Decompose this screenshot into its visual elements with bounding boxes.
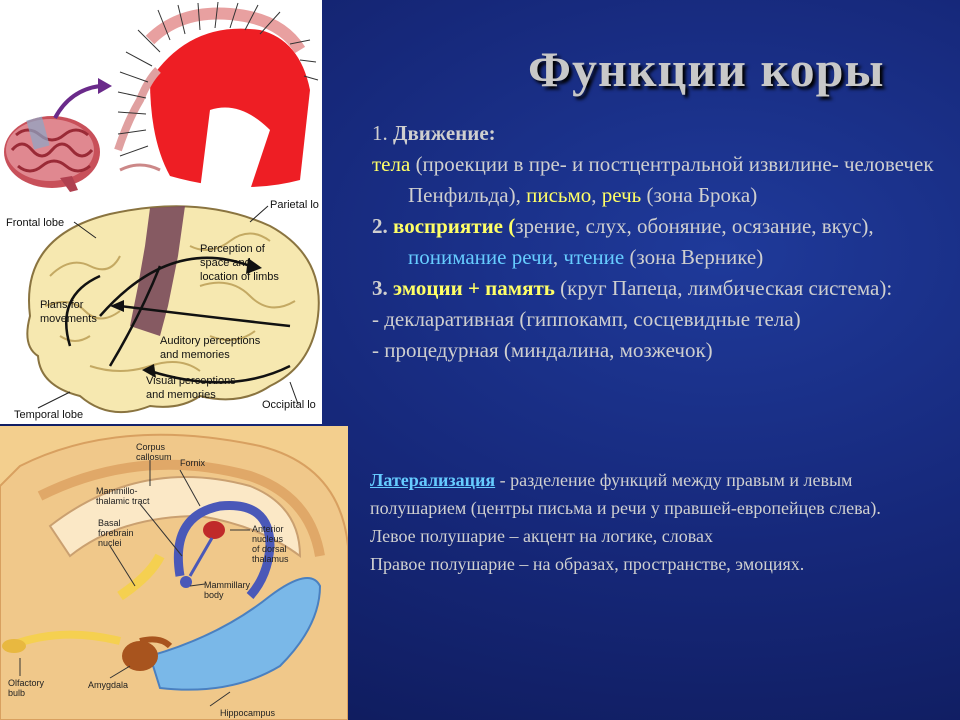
label-basal-1: Basal xyxy=(98,518,121,528)
label-olfactory-1: Olfactory xyxy=(8,678,45,688)
emotion-item xyxy=(372,273,952,304)
memory-procedural: - процедурная (миндалина, мозжечок) xyxy=(372,338,713,362)
label-temporal-lobe: Temporal lobe xyxy=(14,409,84,421)
label-olfactory-2: bulb xyxy=(8,688,26,698)
movement-text-2: (зона Брока) xyxy=(641,183,758,207)
perception-text-1: зрение, слух, обоняние, осязание, вкус), xyxy=(515,214,874,238)
movement-tela: тела xyxy=(372,152,411,176)
lateralization-block xyxy=(370,466,950,578)
label-perception-1: Perception of xyxy=(200,243,265,255)
lateralization-definition-line xyxy=(370,466,950,522)
label-anterior-2: nucleus xyxy=(252,534,284,544)
limbic-diagram-image xyxy=(0,426,348,720)
lobe-diagram-drawing xyxy=(0,196,322,424)
homunculus-drawing xyxy=(0,0,322,196)
label-plans-1: Plans for xyxy=(40,299,84,311)
label-basal-3: nuclei xyxy=(98,538,122,548)
emotion-text: (круг Папеца, лимбическая система): xyxy=(554,276,893,300)
perception-text-2: (зона Вернике) xyxy=(624,245,764,269)
lateralization-right: Правое полушарие – на образах, пространстве, эмоциях. xyxy=(370,554,805,574)
lateralization-term: Латерализация xyxy=(370,470,496,490)
label-auditory-2: and memories xyxy=(160,349,230,361)
lateralization-left: Левое полушарие – акцент на логике, словах xyxy=(370,526,713,546)
label-frontal-lobe: Frontal lobe xyxy=(6,217,65,229)
label-mammillary-1: Mammillary xyxy=(204,580,250,590)
label-anterior-3: of dorsal xyxy=(252,544,287,554)
label-basal-2: forebrain xyxy=(98,528,134,538)
movement-heading-line xyxy=(372,118,952,149)
memory-declarative: - декларативная (гиппокамп, сосцевидные тела) xyxy=(372,307,801,331)
perception-ponimanie: понимание речи xyxy=(408,245,553,269)
label-plans-2: movements xyxy=(40,313,97,325)
movement-number: 1. xyxy=(372,121,388,145)
movement-rech: речь xyxy=(601,183,642,207)
label-auditory-1: Auditory perceptions xyxy=(160,335,261,347)
amygdala xyxy=(122,641,158,671)
page-title: Функции коры xyxy=(528,41,885,97)
movement-text-1: (проекции в пре- и постцентральной извилине- человечек Пенфильда), xyxy=(408,152,934,207)
anterior-nucleus xyxy=(203,521,225,539)
label-parietal-lobe: Parietal lo xyxy=(270,199,319,211)
functions-list xyxy=(372,118,952,366)
label-mammillo-1: Mammillo- xyxy=(96,486,138,496)
label-mammillo-2: thalamic tract xyxy=(96,496,150,506)
label-amygdala: Amygdala xyxy=(88,680,129,690)
movement-heading: Движение: xyxy=(393,121,496,145)
perception-item xyxy=(372,211,952,273)
label-occipital-lobe: Occipital lo xyxy=(262,399,316,411)
movement-pismo: письмо xyxy=(526,183,592,207)
label-mammillary-2: body xyxy=(204,590,224,600)
emotion-heading: эмоции + память xyxy=(393,276,555,300)
label-perception-3: location of limbs xyxy=(200,271,279,283)
perception-paren: ( xyxy=(503,214,516,238)
arrow-icon xyxy=(55,86,100,118)
label-hippocampus: Hippocampus xyxy=(220,708,276,718)
perception-chtenie: чтение xyxy=(563,245,625,269)
lateralization-definition: - разделение функций между правым и левым полушарием (центры письма и речи у правшей-европейцев слева). xyxy=(370,470,881,518)
label-anterior-4: thalamus xyxy=(252,554,289,564)
movement-description xyxy=(372,149,952,211)
label-visual-2: and memories xyxy=(146,389,216,401)
label-corpus-2: callosum xyxy=(136,452,172,462)
label-anterior-1: Anterior xyxy=(252,524,284,534)
limbic-diagram-drawing xyxy=(0,426,348,720)
label-fornix: Fornix xyxy=(180,458,206,468)
perception-heading: восприятие xyxy=(393,214,503,238)
emotion-number: 3. xyxy=(372,276,388,300)
movement-comma: , xyxy=(591,183,602,207)
label-perception-2: space and xyxy=(200,257,251,269)
label-corpus-1: Corpus xyxy=(136,442,166,452)
perception-comma: , xyxy=(552,245,564,269)
perception-number: 2. xyxy=(372,214,388,238)
label-visual-1: Visual perceptions xyxy=(146,375,236,387)
lobe-diagram-image xyxy=(0,196,322,424)
small-brain-icon xyxy=(4,116,100,192)
homunculus-image xyxy=(0,0,322,196)
